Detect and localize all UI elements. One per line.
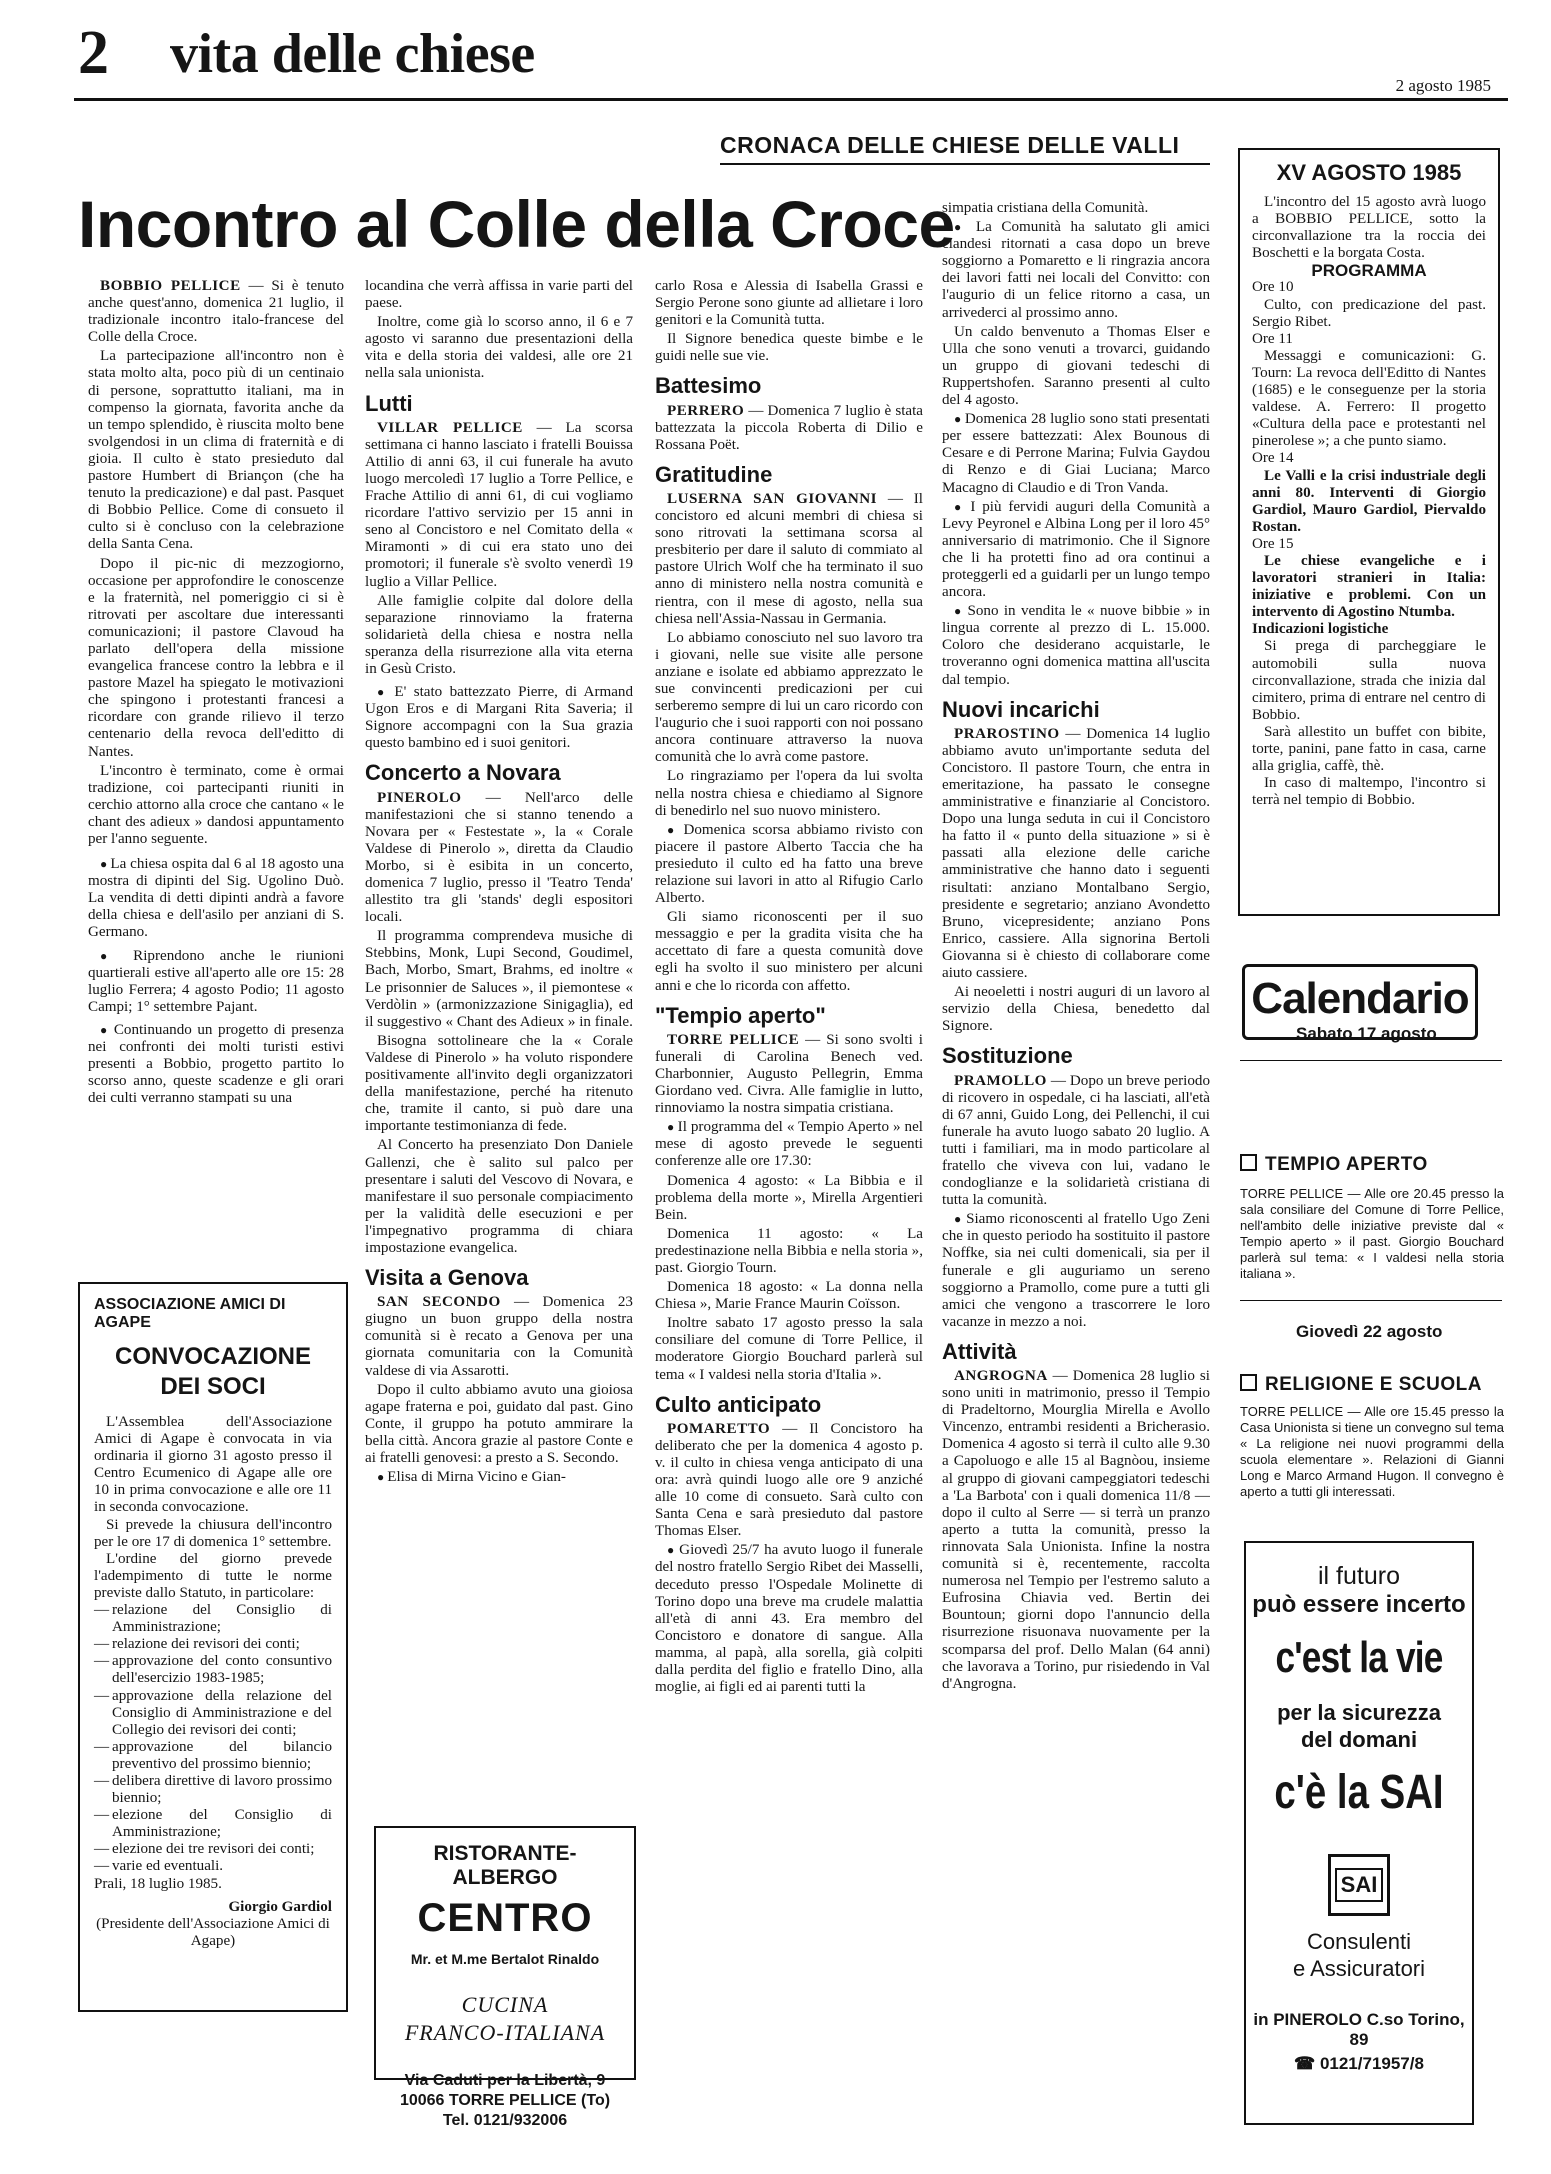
ad-address: 10066 TORRE PELLICE (To) — [399, 2092, 611, 2109]
article-paragraph: Domenica 11 agosto: « La predestinazione nella Bibbia e nella storia », past. Giorgio Tourn. — [655, 1225, 923, 1276]
article-paragraph: Un caldo benvenuto a Thomas Elser e Ulla che sono venuti a trovarci, guidando un gruppo di giovani tedeschi di Ruppertshofen. Saranno presenti al culto del 4 agosto. — [942, 323, 1210, 409]
restaurant-ad — [374, 1826, 636, 2129]
page-number: 2 — [78, 19, 109, 87]
bullet-paragraph: ● Siamo riconoscenti al fratello Ugo Zeni che in questo periodo ha sostituito il pastore Noffke, sia nei culti domenicali, sia per il funerale e gli auguriamo un sereno soggiorno a Pramollo, come pure a tutti gli amici che vengono a trascorrere le loro vacanze in mezzo a noi. — [942, 1211, 1210, 1331]
calendar-event-title: RELIGIONE E SCUOLA — [1240, 1374, 1482, 1396]
agenda-item: — approvazione della relazione del Consiglio di Amministrazione e del Collegio dei revisori dei conti; — [94, 1688, 332, 1739]
article-paragraph: Lo ringraziamo per l'opera da lui svolta nella nostra chiesa e chiediamo al Signore di benedirlo nel suo nuovo ministero. — [655, 768, 923, 819]
ad-slogan: c'è la SAI — [1274, 1766, 1444, 1819]
heading-nuovi-incarichi: Nuovi incarichi — [942, 696, 1100, 722]
xv-time: Ore 11 — [1252, 330, 1293, 347]
ad-line: il futuro — [1318, 1562, 1400, 1590]
xv-item: Le chiese evangeliche e i lavoratori stranieri in Italia: iniziative e problemi. Con un intervento di Agostino Ntumba. — [1252, 552, 1486, 621]
agenda-item: — varie ed eventuali. — [94, 1858, 332, 1875]
ad-line: per la sicurezza — [1277, 1700, 1441, 1725]
ad-cuisine: CUCINA FRANCO-ITALIANA — [404, 1992, 606, 2045]
xv-item: Le Valli e la crisi industriale degli anni 80. Interventi di Giorgio Gardiol, Mauro Gardiol, Piervaldo Rostan. — [1252, 467, 1486, 535]
heading-genova: Visita a Genova — [365, 1265, 529, 1291]
column-3 — [655, 278, 923, 2138]
ad-address: Via Caduti per la Libertà, 9 — [404, 2072, 606, 2089]
heading-sostituzione: Sostituzione — [942, 1043, 1073, 1069]
bullet-paragraph: ● Domenica scorsa abbiamo rivisto con piacere il pastore Alberto Taccia che ha presieduto il culto ed ha fatto una breve relazione sui lavori in atto al Rifugio Carlo Alberto. — [655, 822, 923, 907]
calendar-date: Sabato 17 agosto — [1296, 1024, 1437, 1043]
section-header: CRONACA DELLE CHIESE DELLE VALLI — [720, 132, 1180, 158]
xv-time: Ore 14 — [1252, 450, 1294, 467]
article-paragraph: Inoltre sabato 17 agosto presso la sala consiliare del comune di Torre Pellice, il moderatore Giorgio Bouchard parlerà sul tema « I valdesi nella storia d'Italia ». — [655, 1315, 923, 1383]
article-paragraph: Ai neoeletti i nostri auguri di un lavoro al servizio della Chiesa, benedetto dal Signore. — [942, 984, 1210, 1035]
divider — [1240, 1060, 1502, 1061]
heading-attivita: Attività — [942, 1338, 1017, 1364]
article-paragraph: Alle famiglie colpite dal dolore della separazione rinnoviamo la fraterna solidarietà della chiesa e nostra nella speranza della risurrezione alla vita eterna in Gesù Cristo. — [365, 592, 633, 677]
article-paragraph: locandina che verrà affissa in varie parti del paese. — [365, 278, 633, 312]
calendario-title: Calendario — [1242, 964, 1478, 1040]
heading-lutti: Lutti — [365, 390, 413, 416]
article-paragraph: Dopo il pic-nic di mezzogiorno, occasione per approfondire le conoscenze e la fraternità, nel pomeriggio ci si è ritrovati per ascoltare due interessanti comunicazioni; il pastore Clavoud ha parlato dell'opera della missione evangelica francese contro la lebbra e il pastore Mazel ha spiegato le motivazioni che spingono i protestanti francesi a ricordare con grande rilievo il terzo centenario della revoca dell'editto di Nantes. — [88, 555, 344, 760]
article-paragraph: Il Signore benedica queste bimbe e le guidi nelle sue vie. — [655, 331, 923, 365]
agenda-item: — approvazione del bilancio preventivo del prossimo biennio; — [94, 1739, 332, 1773]
agape-paragraph: L'Assemblea dell'Associazione Amici di Agape è convocata in via ordinaria il giorno 31 agosto presso il Centro Ecumenico di Agape alle ore 10 in prima convocazione e alle ore 11 in seconda convocazione. — [94, 1414, 332, 1516]
bullet-paragraph: ● Riprendono anche le riunioni quartierali estive all'aperto alle ore 15: 28 luglio Ferrera; 4 agosto Podio; 11 agosto Campi; 1° settembre Pajant. — [88, 948, 344, 1016]
article-paragraph: VILLAR PELLICE — La scorsa settimana ci hanno lasciato i fratelli Bouissa Attilio di anni 63, il cui funerale ha avuto luogo mercoledì 17 luglio a Torre Pellice, e Frache Attilio di anni 61, di cui vogliamo ricordare l'attivo servizio per 15 anni in seno al Concistoro e nel Comitato della « Miramonti » di cui era stato uno dei promotori; il funerale s'è svolto venerdì 19 luglio a Villar Pellice. — [365, 419, 633, 590]
agape-place-date: Prali, 18 luglio 1985. — [94, 1875, 222, 1892]
heading-gratitudine: Gratitudine — [655, 461, 773, 487]
agenda-item: — relazione del Consiglio di Amministrazione; — [94, 1602, 332, 1636]
agape-notice-box — [78, 1282, 348, 2012]
agape-paragraph: Si prevede la chiusura dell'incontro per le ore 17 di domenica 1° settembre. — [94, 1516, 332, 1550]
ad-phone: ☎ 0121/71957/8 — [1294, 2054, 1424, 2073]
article-paragraph: L'incontro è terminato, come è ormai tradizione, coi partecipanti riuniti in cerchio attorno alla croce che cantano « le chant des adieux » dandosi appuntamento per l'anno seguente. — [88, 762, 344, 847]
checkbox-square-icon — [1240, 1154, 1257, 1171]
sai-insurance-ad — [1244, 1541, 1474, 2125]
ad-line: può essere incerto — [1252, 1591, 1466, 1618]
article-paragraph: PERRERO — Domenica 7 luglio è stata battezzata la piccola Roberta di Dilio e Rossana Poët. — [655, 402, 923, 453]
xv-paragraph: Sarà allestito un buffet con bibite, torte, panini, pane fatto in casa, carne alla griglia, caffè, thè. — [1252, 723, 1486, 775]
article-paragraph: Bisogna sottolineare che la « Corale Valdese di Pinerolo » ha voluto rispondere positivamente all'invito degli organizzatori della manifestazione, perché ha ritenuto che, tramite il canto, si può dare una importante testimonianza di fede. — [365, 1032, 633, 1135]
xv-programma: PROGRAMMA — [1311, 261, 1427, 281]
bullet-paragraph: ● Sono in vendita le « nuove bibbie » in lingua corrente al prezzo di L. 15.000. Coloro che desiderano acquistarle, le troveranno ogni domenica mattina all'uscita dal tempio. — [942, 603, 1210, 688]
calendar-event-text: TORRE PELLICE — Alle ore 20.45 presso la sala consiliare del Comune di Torre Pellice, nell'ambito delle iniziative previste dal « Tempio aperto » il past. Giorgio Bouchard parlerà sul tema: « I valdesi nella storia italiana ». — [1240, 1186, 1504, 1281]
article-paragraph: PINEROLO — Nell'arco delle manifestazioni che si stanno tenendo a Novara per « Festestate », la « Corale Valdese di Pinerolo », diretta da Claudio Morbo, si è esibita in un concerto, domenica 7 luglio, presso il 'Teatro Tenda' allestito tra gli 'stands' degli espositori locali. — [365, 789, 633, 926]
article-paragraph: BOBBIO PELLICE — Si è tenuto anche quest'anno, domenica 21 luglio, il tradizionale incontro italo-francese del Colle della Croce. — [88, 278, 344, 346]
article-paragraph: LUSERNA SAN GIOVANNI — Il concistoro ed alcuni membri di chiesa si sono ritrovati la settimana scorsa al presbiterio per dare il saluto di commiato al pastore Ulrich Wolf che ha terminato il suo anno di ministero nella nostra comunità e rientra, con il mese di agosto, nella sua chiesa nell'Assia-Nassau in Germania. — [655, 490, 923, 627]
article-paragraph: Domenica 4 agosto: « La Bibbia e il problema della morte », Mirella Argentieri Bein. — [655, 1172, 923, 1223]
ad-phone: Tel. 0121/932006 — [442, 2112, 568, 2129]
agenda-item: — approvazione del conto consuntivo dell'esercizio 1983-1985; — [94, 1653, 332, 1687]
article-paragraph: Dopo il culto abbiamo avuto una gioiosa agape fraterna e poi, guidato dal past. Gino Conte, il gruppo ha potuto ammirare la bella città. Ancora grazie al pastore Conte e ai fratelli genovesi: a presto a S. Secondo. — [365, 1381, 633, 1466]
article-paragraph: TORRE PELLICE — Si sono svolti i funerali di Carolina Benech ved. Charbonnier, Augusto Pellegrin, Emma Giordano ved. Civra. Alle famiglie in lutto, rinnoviamo la nostra simpatia cristiana. — [655, 1031, 923, 1117]
agape-signer-role: (Presidente dell'Associazione Amici di Agape) — [96, 1915, 330, 1949]
xv-paragraph: In caso di maltempo, l'incontro si terrà nel tempio di Bobbio. — [1252, 775, 1486, 809]
ad-name: CENTRO — [417, 1896, 593, 1940]
heading-battesimo: Battesimo — [655, 373, 762, 399]
newspaper-title: vita delle chiese — [170, 23, 535, 85]
xv-logistics-heading: Indicazioni logistiche — [1252, 621, 1389, 638]
ad-owners: Mr. et M.me Bertalot Rinaldo — [410, 1951, 600, 1967]
article-paragraph: SAN SECONDO — Domenica 23 giugno un buon gruppo della nostra comunità si è recato a Genova per una giornata comunitaria con la Comunità valdese di via Assarotti. — [365, 1294, 633, 1379]
checkbox-square-icon — [1240, 1374, 1257, 1391]
ad-address: in PINEROLO C.so Torino, 89 — [1253, 2010, 1465, 2049]
article-paragraph: Domenica 18 agosto: « La donna nella Chiesa », Marie France Maurin Coïsson. — [655, 1279, 923, 1313]
article-paragraph: Gli siamo riconoscenti per il suo messaggio e per la gradita visita che ha accettato di fare a questa comunità dove egli ha svolto il suo ministero per alcuni anni e che lo ricorda con affetto. — [655, 909, 923, 994]
xv-item: Messaggi e comunicazioni: G. Tourn: La revoca dell'Editto di Nantes (1685) e le conseguenze per la storia valdese. A. Ferrero: Il progetto «Cultura della pace e protestanti nel pinerolese »; a che punto siamo. — [1252, 347, 1486, 450]
ad-slogan: c'est la vie — [1275, 1633, 1443, 1682]
bullet-paragraph: ● Continuando un progetto di presenza nei confronti dei molti turisti estivi presenti a Bobbio, progetto partito lo scorso anno, queste scadenze e gli orari dei culti verranno stampati su una — [88, 1022, 344, 1107]
ad-line: del domani — [1300, 1727, 1418, 1752]
xv-time: Ore 15 — [1252, 535, 1294, 552]
article-paragraph: Al Concerto ha presenziato Don Daniele Gallenzi, che è salito sul palco per presentare i saluti del Vescovo di Novara, e manifestare il suo personale compiacimento per la validità delle esecuzioni e per l'impegnativo programma di chiara impostazione evangelica. — [365, 1137, 633, 1256]
ad-line: e Assicuratori — [1292, 1956, 1426, 1981]
bullet-paragraph: ● Elisa di Mirna Vicino e Gian- — [365, 1469, 633, 1486]
article-paragraph: La partecipazione all'incontro non è stata molto alta, poco più di un centinaio di persone, soprattutto italiani, ma in compenso la giornata, favorita anche da un tempo splendido, è riuscita molto bene svolgendosi in un clima di fraternità e di gioia. Il culto è stato presieduto dal pastore Humbert di Briançon (che ha tenuto la predicazione) e dal past. Pasquet di Bobbio Pellice. Come di consueto il culto si è concluso con la celebrazione della Santa Cena. — [88, 348, 344, 553]
article-paragraph: PRAROSTINO — Domenica 14 luglio abbiamo avuto un'importante seduta del Concistoro. Il pastore Tourn, che entra in emeritazione, ha passato le consegne amministrative e finanziarie al Concistoro. Dopo una lunga seduta in cui il Concistoro ha fatto il « punto della situazione » si è passati alla elezione delle cariche amministrative che hanno dato i seguenti risultati: anziano Montalbano Sergio, presidente e segretario; anziano Avondetto Bruno, vicepresidente; anziano Pons Enrico, cassiere. Alla signorina Bertoli Giovanna si è chiesto di collaborare come aiuto cassiere. — [942, 725, 1210, 982]
calendar-date: Giovedì 22 agosto — [1296, 1322, 1443, 1341]
xv-item: Culto, con predicazione del past. Sergio Ribet. — [1252, 296, 1486, 330]
bullet-paragraph: ● Domenica 28 luglio sono stati presentati per essere battezzati: Alex Bounous di Cesare e di Perrone Marina; Fulvia Gaydou di Renzo e di Giai Luciana; Marco Macagno di Claudio e di Tron Vanda. — [942, 411, 1210, 496]
headline: Incontro al Colle della Croce — [78, 187, 955, 261]
xv-title: XV AGOSTO 1985 — [1276, 160, 1462, 185]
agenda-item: — elezione del Consiglio di Amministrazione; — [94, 1807, 332, 1841]
agenda-item: — relazione dei revisori dei conti; — [94, 1636, 332, 1653]
agenda-item: — delibera direttive di lavoro prossimo biennio; — [94, 1773, 332, 1807]
article-paragraph: Lo abbiamo conosciuto nel suo lavoro tra i giovani, nelle sue visite alle persone anziane e isolate ed abbiamo apprezzato le sue convincenti predicazioni per cui serberemo sempre di lui un caro ricordo con l'augurio che i suoi rapporti con noi possano ancora continuare attraverso la nuova comunità che lo avrà come pastore. — [655, 629, 923, 766]
bullet-paragraph: ● Il programma del « Tempio Aperto » nel mese di agosto prevede le seguenti conferenze alle ore 17.30: — [655, 1119, 923, 1170]
heading-concerto: Concerto a Novara — [365, 760, 561, 786]
calendar-event-title: TEMPIO APERTO — [1240, 1154, 1428, 1176]
section-rule — [720, 163, 1210, 165]
divider — [1240, 1300, 1502, 1301]
sai-logo: SAI — [1328, 1854, 1390, 1916]
xv-agosto-box — [1238, 148, 1500, 916]
column-2 — [365, 278, 633, 1814]
article-paragraph: PRAMOLLO — Dopo un breve periodo di ricovero in ospedale, ci ha lasciati, all'età di 67 anni, Guido Long, dei Pellenchi, il cui funerale ha avuto luogo sabato 20 luglio. A tutti i familiari, ma in modo particolare al fratello che viveva con lui, vadano le condoglianze e la solidarietà cristiana di tutta la comunità. — [942, 1072, 1210, 1209]
heading-tempio-aperto: "Tempio aperto" — [655, 1002, 826, 1028]
bullet-paragraph: ● E' stato battezzato Pierre, di Armand Ugon Eros e di Margani Rita Saveria; il Signore accompagni con la Sua grazia questo bambino ed i suoi genitori. — [365, 684, 633, 752]
agape-title: CONVOCAZIONE DEI SOCI — [114, 1343, 311, 1400]
article-paragraph: POMARETTO — Il Concistoro ha deliberato che per la domenica 4 agosto p. v. il culto in chiesa venga anticipato di una ora: avrà quindi luogo alle ore 9 anziché alle 10 come di consueto. Sarà culto con Santa Cena e sarà presieduto dal pastore Thomas Elser. — [655, 1420, 923, 1540]
agenda-item: — elezione dei tre revisori dei conti; — [94, 1841, 332, 1858]
heading-culto-anticipato: Culto anticipato — [655, 1391, 822, 1417]
bullet-paragraph: ● I più fervidi auguri della Comunità a Levy Peyronel e Albina Long per il loro 45° anniversario di matrimonio. Che il Signore che li ha protetti fino ad ora continui a proteggerli ed a guidarli per un lungo tempo ancora. — [942, 499, 1210, 602]
issue-date: 2 agosto 1985 — [1395, 76, 1491, 95]
article-paragraph: carlo Rosa e Alessia di Isabella Grassi e Sergio Perone sono giunte ad allietare i loro genitori e la Comunità tutta. — [655, 278, 923, 329]
bullet-paragraph: ● Giovedì 25/7 ha avuto luogo il funerale del nostro fratello Sergio Ribet dei Masselli, deceduto presso l'Ospedale Molinette di Torino dopo una breve ma crudele malattia all'età di anni 43. Era membro del Concistoro e donatore di sangue. Alla mamma, al papà, alla sorella, già colpiti dalla perdita del figlio e fratello Dino, alla moglie, ai figli ed ai parenti tutti la — [655, 1542, 923, 1696]
agape-signer: Giorgio Gardiol — [228, 1898, 332, 1915]
column-4 — [942, 200, 1210, 2140]
column-1 — [88, 278, 344, 1238]
masthead-rule — [74, 98, 1508, 101]
ad-line: Consulenti — [1307, 1929, 1411, 1954]
article-paragraph: simpatia cristiana della Comunità. — [942, 200, 1149, 216]
article-paragraph: Il programma comprendeva musiche di Stebbins, Monk, Lupi Second, Goudimel, Bach, Morbo, Smart, Brahms, ed inoltre « Le prisonnier de Saluces », il piemontese « Verdòlin » (armonizzazione Sinigaglia), ed il suggestivo « Chant des Adieux » in finale. — [365, 928, 633, 1030]
agape-paragraph: L'ordine del giorno prevede l'adempimento di tutte le norme previste dallo Statuto, in particolare: — [94, 1550, 332, 1601]
bullet-paragraph: ● La Comunità ha salutato gli amici clandesi ritornati a casa dopo un breve soggiorno a Pomaretto e li ringrazia ancora dei lavori fatti nei locali del Convitto: con l'augurio di un felice ritorno a casa, un arrivederci al prossimo anno. — [942, 219, 1210, 322]
xv-paragraph: L'incontro del 15 agosto avrà luogo a BOBBIO PELLICE, sotto la circonvallazione tra la roccia dei Boschetti e la borgata Costa. — [1252, 194, 1486, 262]
article-paragraph: Inoltre, come già lo scorso anno, il 6 e 7 agosto vi saranno due presentazioni della vita e della storia dei valdesi, alle ore 21 nella sala unionista. — [365, 314, 633, 382]
article-paragraph: ANGROGNA — Domenica 28 luglio si sono uniti in matrimonio, presso il Tempio di Pradeltorno, Mourglia Mirella e Avollo Vincenzo, entrambi residenti a Bricherasio. Domenica 4 agosto si terrà il culto alle 9.30 a Capoluogo e alle 15 al Bagnòou, insieme al gruppo di giovani campeggiatori tedeschi a 'La Barbota' con i quali domenica 11/8 — dopo il culto al Serre — si terrà un pranzo aperto a tutta la comunità, presso la rinnovata Sala Unionista. Infine la nostra comunità si è, recentemente, raccolta numerosa nel Tempio per l'estremo saluto a Eufrosina Chiavia ved. Bertin dei Bountoun; giorni dopo l'annuncio della risurrezione risuonava nuovamente per la scomparsa del prof. Dello Malan (64 anni) che lavorava a Torino, pur risiedendo in Val d'Angrogna. — [942, 1368, 1210, 1692]
calendar-event-text: TORRE PELLICE — Alle ore 15.45 presso la Casa Unionista si tiene un convegno sul tema « La religione nei nuovi programmi della scuola elementare ». Relazioni di Gianni Long e Marco Armand Hugon. Il convegno è aperto a tutti gli interessati. — [1240, 1404, 1504, 1499]
agape-organization: ASSOCIAZIONE AMICI DI AGAPE — [94, 1296, 286, 1331]
xv-time: Ore 10 — [1252, 279, 1294, 296]
xv-paragraph: Si prega di parcheggiare le automobili sulla nuova circonvallazione, strada che inizia dal cimitero, prima di entrare nel centro di Bobbio. — [1252, 638, 1486, 723]
ad-line: RISTORANTE-ALBERGO — [433, 1842, 577, 1889]
bullet-paragraph: ● La chiesa ospita dal 6 al 18 agosto una mostra di dipinti del Sig. Ugolino Duò. La vendita di detti dipinti andrà a favore della chiesa e dell'asilo per anziani di S. Germano. — [88, 856, 344, 941]
